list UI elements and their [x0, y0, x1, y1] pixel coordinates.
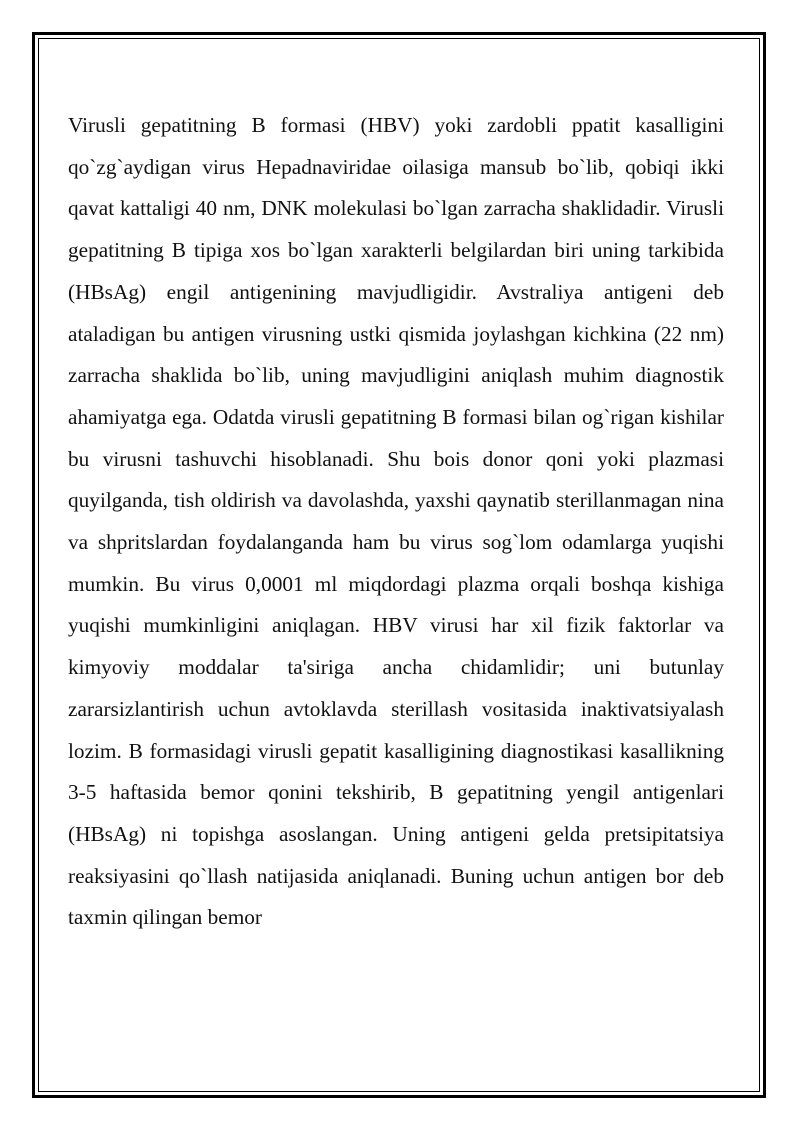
body-paragraph: Virusli gepatitning B formasi (HBV) yoki zardobli ppatit kasalligini qo`zg`aydigan virus Hepadnaviridae oilasiga mansub bo`lib, qobiqi ikki qavat kattaligi 40 nm, DNK molekulasi bo`lgan zarracha shaklidadir. Virusli gepatitning B tipiga xos bo`lgan xarakterli belgilardan biri uning tarkibida (HBsAg) engil antigenining mavjudligidir. Avstraliya antigeni deb ataladigan bu antigen virusning ustki qismida joylashgan kichkina (22 nm) zarracha shaklida bo`lib, uning mavjudligini aniqlash muhim diagnostik ahamiyatga ega. Odatda virusli gepatitning B formasi bilan og`rigan kishilar bu virusni tashuvchi hisoblanadi. Shu bois donor qoni yoki plazmasi quyilganda, tish oldirish va davolashda, yaxshi qaynatib sterillanmagan nina va shpritslardan foydalanganda ham bu virus sog`lom odamlarga yuqishi mumkin. Bu virus 0,0001 ml miqdordagi plazma orqali boshqa kishiga yuqishi mumkinligini aniqlagan. HBV virusi har xil fizik faktorlar va kimyoviy moddalar ta'siriga ancha chidamlidir; uni butunlay zararsizlantirish uchun avtoklavda sterillash vositasida inaktivatsiyalash lozim. B formasidagi virusli gepatit kasalligining diagnostikasi kasallikning 3-5 haftasida bemor qonini tekshirib, B gepatitning yengil antigenlari (HBsAg) ni topishga asoslangan. Uning antigeni gelda pretsipitatsiya reaksiyasini qo`llash natijasida aniqlanadi. Buning uchun antigen bor deb taxmin qilingan bemor	[68, 113, 724, 930]
